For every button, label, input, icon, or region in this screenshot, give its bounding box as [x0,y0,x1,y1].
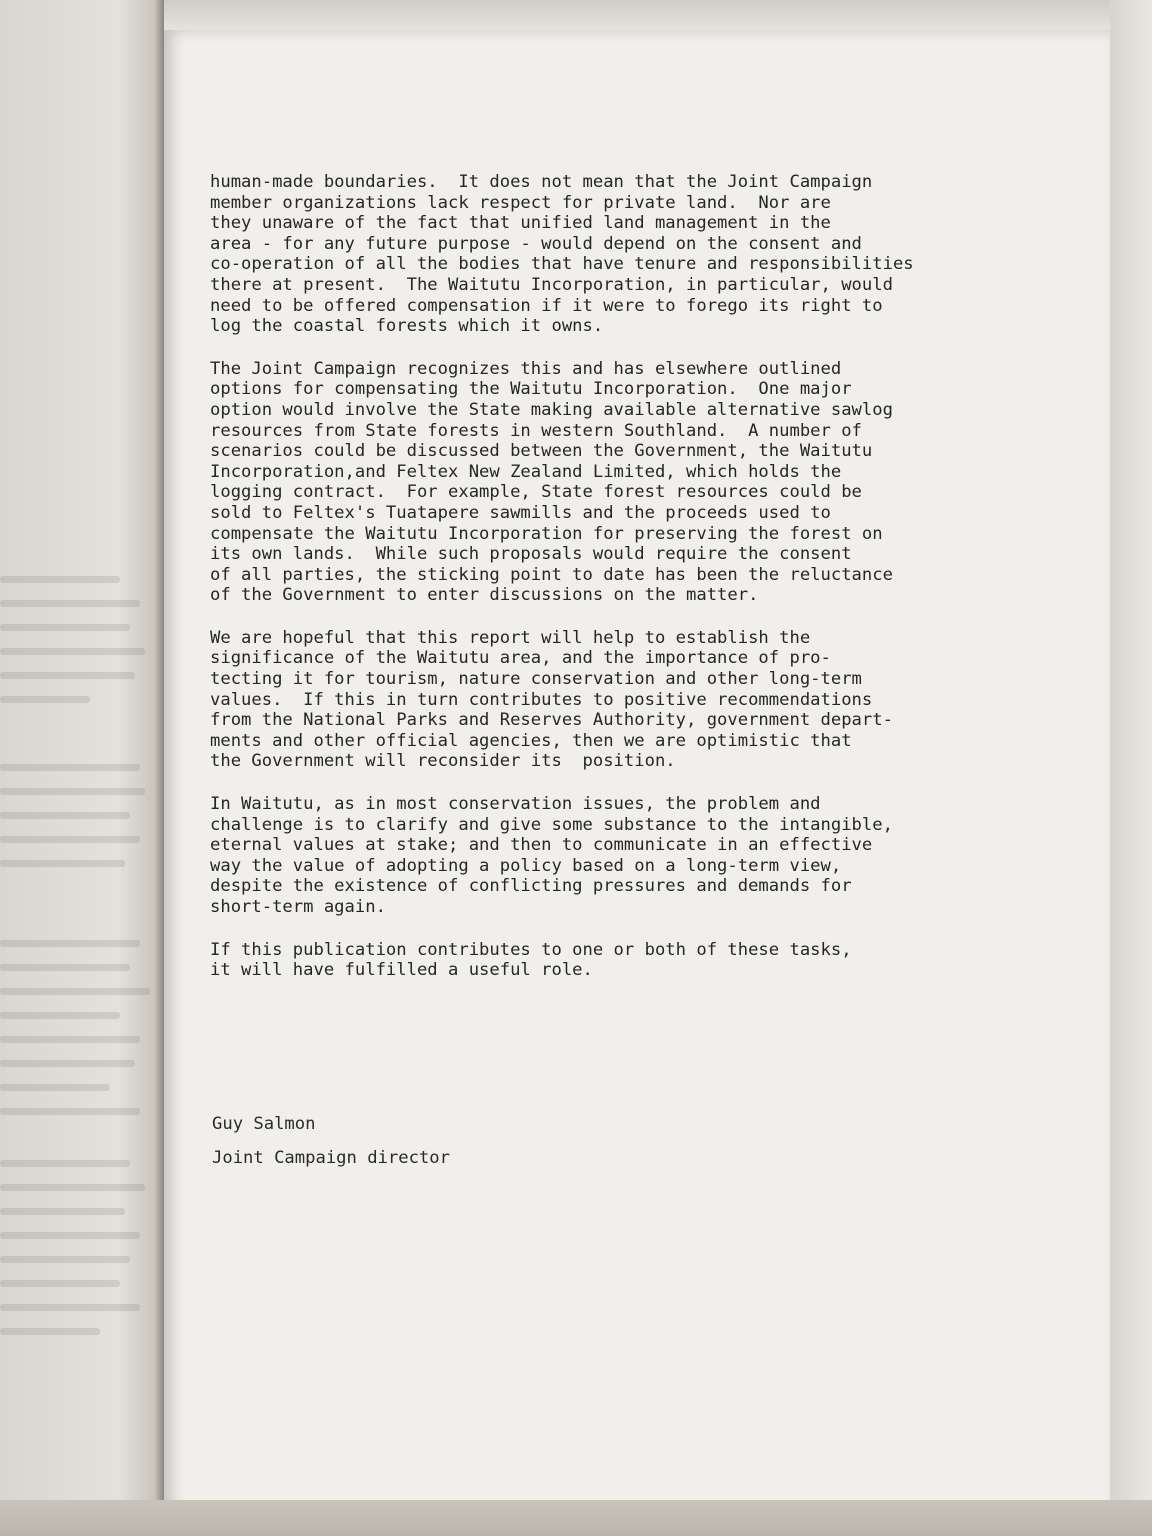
paragraph [210,359,1090,606]
text-line: way the value of adopting a policy based on a long-term view, [210,855,842,876]
bleed-through-text [0,788,145,795]
text-line: short-term again. [210,897,386,917]
signature-title: Joint Campaign director [212,1148,450,1168]
bleed-through-text [0,836,140,843]
text-line: it will have fulfilled a useful role. [210,960,593,981]
text-line: We are hopeful that this report will help to establish the [210,627,811,648]
bleed-through-text [0,624,130,631]
text-line: If this publication contributes to one or both of these tasks, [210,939,852,960]
text-line: option would involve the State making available alternative sawlog [210,399,893,420]
text-line: human-made boundaries. It does not mean that the Joint Campaign [210,172,873,192]
text-line: co-operation of all the bodies that have tenure and responsibilities [210,254,914,275]
bleed-through-text [0,600,140,607]
text-line: they unaware of the fact that unified land management in the [210,213,831,234]
text-line: challenge is to clarify and give some substance to the intangible, [210,814,893,835]
text-line: log the coastal forests which it owns. [210,316,604,337]
text-line: significance of the Waitutu area, and the importance of pro- [210,648,831,669]
text-line: In Waitutu, as in most conservation issues, the problem and [210,794,821,815]
text-line: the Government will reconsider its position. [210,751,676,772]
bleed-through-text [0,576,120,583]
bleed-through-text [0,1084,110,1091]
text-line: eternal values at stake; and then to communicate in an effective [210,835,873,856]
bleed-through-text [0,1160,130,1167]
bleed-through-text [0,1184,145,1191]
text-line: Incorporation,and Feltex New Zealand Limited, which holds the [210,461,842,482]
bleed-through-text [0,1280,120,1287]
bleed-through-text [0,1012,120,1019]
signature-name: Guy Salmon [212,1114,316,1134]
text-line: its own lands. While such proposals would require the consent [210,544,852,565]
bleed-through-text [0,696,90,703]
bleed-through-text [0,1060,135,1067]
text-line: values. If this in turn contributes to positive recommendations [210,689,873,710]
bleed-through-text [0,860,125,867]
background-strip [164,0,1110,30]
text-line: member organizations lack respect for private land. Nor are [210,192,831,213]
background-strip [0,1500,1152,1536]
bleed-through-text [0,1328,100,1335]
text-line: need to be offered compensation if it were to forego its right to [210,295,883,316]
text-line: logging contract. For example, State forest resources could be [210,482,862,503]
facing-page [0,0,168,1536]
page-edge [1110,0,1152,1536]
text-line: there at present. The Waitutu Incorporation, in particular, would [210,274,893,295]
bleed-through-text [0,988,150,995]
body-text [210,172,1090,1003]
text-line: of the Government to enter discussions on the matter. [210,585,759,606]
bleed-through-text [0,1256,130,1263]
bleed-through-text [0,1304,140,1311]
text-line: sold to Feltex's Tuatapere sawmills and the proceeds used to [210,502,831,523]
paragraph [210,940,1090,981]
document-page [164,30,1110,1536]
text-line: The Joint Campaign recognizes this and has elsewhere outlined [210,358,842,379]
text-line: despite the existence of conflicting pressures and demands for [210,876,852,897]
bleed-through-text [0,672,135,679]
bleed-through-text [0,1036,140,1043]
text-line: resources from State forests in western Southland. A number of [210,420,862,441]
bleed-through-text [0,764,140,771]
text-line: area - for any future purpose - would depend on the consent and [210,233,862,254]
paragraph [210,794,1090,918]
text-line: compensate the Waitutu Incorporation for preserving the forest on [210,523,883,544]
bleed-through-text [0,812,130,819]
text-line: ments and other official agencies, then we are optimistic that [210,730,852,751]
bleed-through-text [0,1232,140,1239]
text-line: scenarios could be discussed between the Government, the Waitutu [210,441,873,462]
paragraph [210,628,1090,772]
text-line: of all parties, the sticking point to date has been the reluctance [210,564,893,585]
text-line: tecting it for tourism, nature conservation and other long-term [210,669,862,690]
paragraph [210,172,1090,337]
bleed-through-text [0,964,130,971]
bleed-through-text [0,1208,125,1215]
text-line: options for compensating the Waitutu Incorporation. One major [210,379,852,400]
bleed-through-text [0,940,140,947]
bleed-through-text [0,648,145,655]
text-line: from the National Parks and Reserves Authority, government depart- [210,710,893,731]
bleed-through-text [0,1108,140,1115]
